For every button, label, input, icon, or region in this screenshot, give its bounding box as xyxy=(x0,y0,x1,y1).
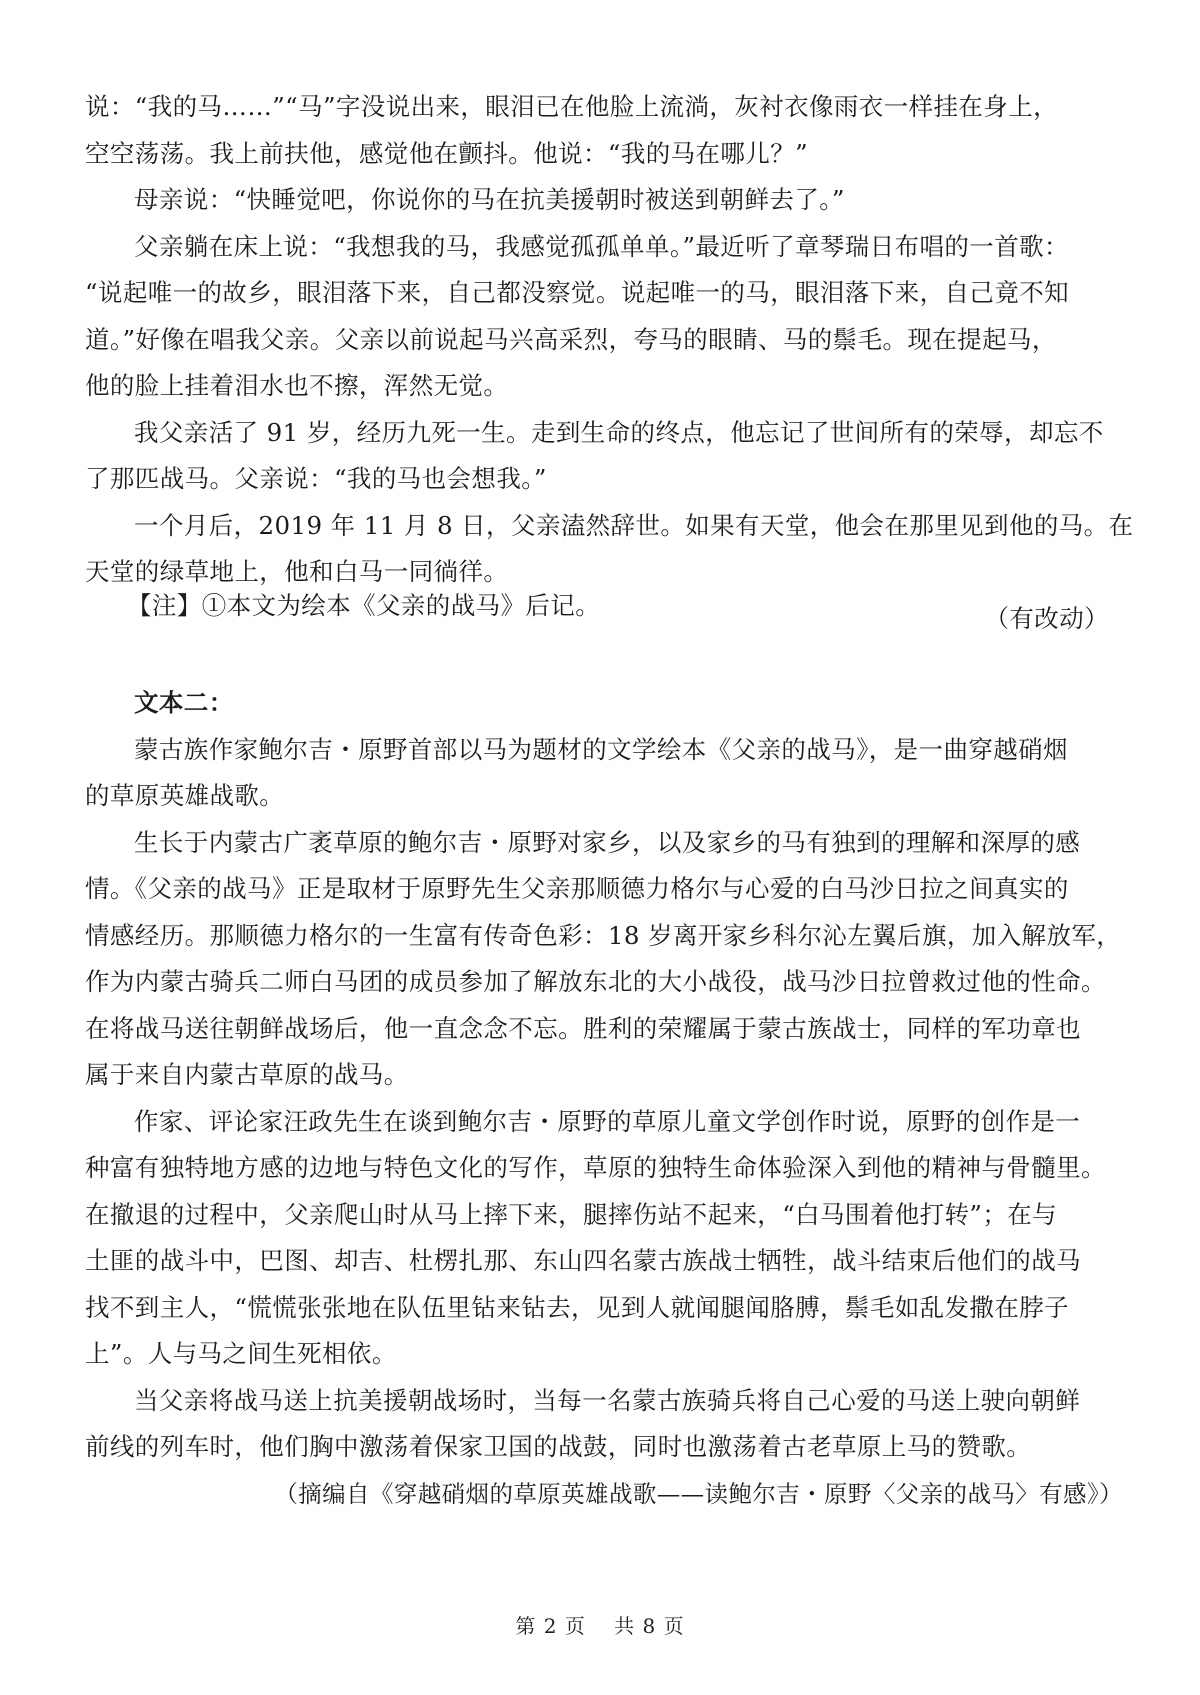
text2-line: 在将战马送往朝鲜战场后，他一直念念不忘。胜利的荣耀属于蒙古族战士，同样的军功章也 xyxy=(85,1013,1081,1043)
text1-line: 道。”好像在唱我父亲。父亲以前说起马兴高采烈，夸马的眼睛、马的鬃毛。现在提起马， xyxy=(85,324,1057,354)
text1-line: 空空荡荡。我上前扶他，感觉他在颤抖。他说：“我的马在哪儿？” xyxy=(85,138,809,168)
text2-line: 的草原英雄战歌。 xyxy=(85,781,285,810)
text2-line: 上”。人与马之间生死相依。 xyxy=(85,1339,397,1368)
text2-line: 作为内蒙古骑兵二师白马团的成员参加了解放东北的大小战役，战马沙日拉曾救过他的性命。 xyxy=(85,967,1106,996)
text1-line: 说：“我的马……”“马”字没说出来，眼泪已在他脸上流淌，灰衬衣像雨衣一样挂在身上， xyxy=(85,92,1058,121)
text2-line: 找不到主人，“慌慌张张地在队伍里钻来钻去，见到人就闻腿闻胳膊，鬃毛如乱发撒在脖子 xyxy=(85,1292,1070,1322)
page-number-footer: 第 2 页 共 8 页 xyxy=(515,1614,685,1638)
text2-line: 种富有独特地方感的边地与特色文化的写作，草原的独特生命体验深入到他的精神与骨髓里。 xyxy=(85,1153,1106,1182)
text2-heading: 文本二： xyxy=(134,688,234,717)
text2-body xyxy=(85,680,1123,1517)
text1-body xyxy=(85,84,1134,642)
text2-line: 生长于内蒙古广袤草原的鲍尔吉・原野对家乡，以及家乡的马有独到的理解和深厚的感 xyxy=(134,827,1081,857)
text1-line: “说起唯一的故乡，眼泪落下来，自己都没察觉。说起唯一的马，眼泪落下来，自己竟不知 xyxy=(85,278,1070,307)
annotation-block xyxy=(85,583,1123,630)
text1-line: 他的脸上挂着泪水也不擦，浑然无觉。 xyxy=(85,371,509,400)
source-citation: （摘编自《穿越硝烟的草原英雄战歌——读鲍尔吉・原野〈父亲的战马〉有感》） xyxy=(274,1479,1123,1508)
annotation: 【注】①本文为绘本《父亲的战马》后记。 xyxy=(127,591,601,620)
text2-line: 在撤退的过程中，父亲爬山时从马上摔下来，腿摔伤站不起来，“白马围着他打转”；在与 xyxy=(85,1199,1058,1229)
revision-note: （有改动） xyxy=(984,603,1109,633)
text1-line: 父亲躺在床上说：“我想我的马，我感觉孤孤单单。”最近听了章琴瑞日布唱的一首歌： xyxy=(134,231,1069,261)
text2-line: 作家、评论家汪政先生在谈到鲍尔吉・原野的草原儿童文学创作时说，原野的创作是一 xyxy=(134,1106,1081,1136)
text1-line: 天堂的绿草地上，他和白马一同徜徉。 xyxy=(85,557,509,586)
text1-line: 了那匹战马。父亲说：“我的马也会想我。” xyxy=(85,464,547,493)
text2-line: 当父亲将战马送上抗美援朝战场时，当每一名蒙古族骑兵将自己心爱的马送上驶向朝鲜 xyxy=(134,1385,1081,1415)
text2-line: 土匪的战斗中，巴图、却吉、杜楞扎那、东山四名蒙古族战士牺牲，战斗结束后他们的战马 xyxy=(85,1246,1081,1275)
text2-line: 属于来自内蒙古草原的战马。 xyxy=(85,1060,409,1089)
text1-line: 我父亲活了 91 岁，经历九死一生。走到生命的终点，他忘记了世间所有的荣辱，却忘不 xyxy=(134,417,1104,447)
text1-line: 一个月后，2019 年 11 月 8 日，父亲溘然辞世。如果有天堂，他会在那里见到他的马。在 xyxy=(134,510,1134,540)
text2-line: 前线的列车时，他们胸中激荡着保家卫国的战鼓，同时也激荡着古老草原上马的赞歌。 xyxy=(85,1432,1032,1461)
text2-line: 情。《父亲的战马》正是取材于原野先生父亲那顺德力格尔与心爱的白马沙日拉之间真实的 xyxy=(85,874,1069,903)
text1-line: 母亲说：“快睡觉吧，你说你的马在抗美援朝时被送到朝鲜去了。” xyxy=(134,185,845,214)
text2-line: 蒙古族作家鲍尔吉・原野首部以马为题材的文学绘本《父亲的战马》，是一曲穿越硝烟 xyxy=(134,734,1068,764)
text2-line: 情感经历。那顺德力格尔的一生富有传奇色彩：18 岁离开家乡科尔沁左翼后旗，加入解放军， xyxy=(85,920,1122,950)
